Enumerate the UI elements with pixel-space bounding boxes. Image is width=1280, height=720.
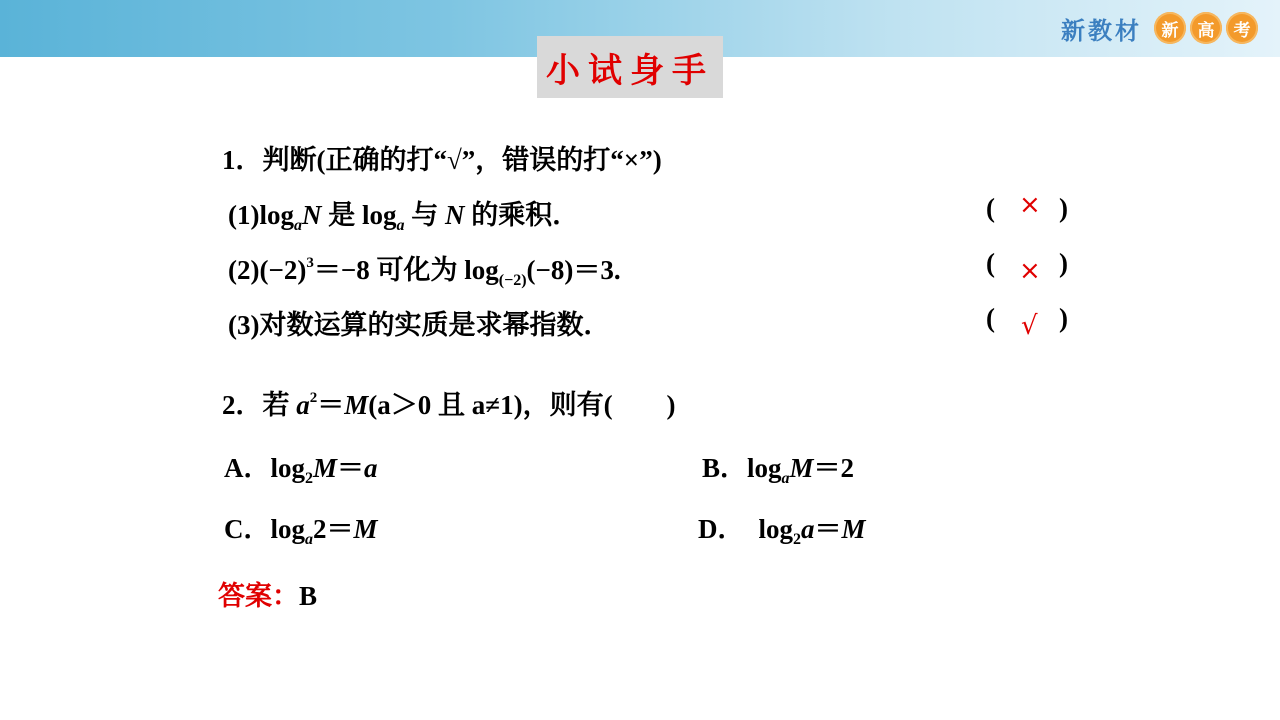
q1-prompt: 1．判断(正确的打“√”，错误的打“×”) (222, 145, 662, 175)
brand-circle-xin: 新 (1154, 12, 1186, 44)
q1-item-3-paren-close: ) (1059, 303, 1068, 333)
q1-item-2-paren-close: ) (1059, 248, 1068, 278)
q2-option-c: C．$\log_a2=M$ (224, 514, 378, 548)
q1-item-1-mark: × (1019, 190, 1041, 220)
section-title-box (537, 36, 723, 98)
q1-item-3-mark: √ (1021, 311, 1038, 341)
q1-item-3-paren-open: ( (986, 303, 995, 333)
q1-item-2: $(2)(-2)^3=-8$ 可化为 $\log_{(-2)}(-8)=3$. (228, 255, 621, 289)
q2-option-d: D． $\log_2a=M$ (698, 514, 866, 548)
q2-prompt: 2．若 $a^2=M(a>0$ 且 a≠1)，则有( ) (222, 390, 676, 420)
answer-value: B (299, 581, 318, 611)
q1-item-3: (3)对数运算的实质是求幂指数． (228, 310, 611, 340)
brand-text: 新教材 (1061, 16, 1142, 45)
brand-circle-kao: 考 (1226, 12, 1258, 44)
q1-item-1-paren-open: ( (986, 193, 995, 223)
q2-option-a: A．$\log_2M=a$ (224, 453, 378, 487)
answer (218, 574, 317, 613)
q1-item-2-paren-open: ( (986, 248, 995, 278)
q1-item-1: $(1)\log_aN$ 是 $\log_a$ 与 N 的乘积． (228, 200, 580, 234)
section-title: 小试身手 (546, 50, 714, 91)
brand-logo (1061, 10, 1258, 46)
answer-label: 答案： (218, 581, 299, 611)
q2-option-b: B．$\log_aM=2$ (702, 453, 855, 487)
brand-circle-gao: 高 (1190, 12, 1222, 44)
q1-item-1-paren-close: ) (1059, 193, 1068, 223)
q1-item-2-mark: × (1019, 256, 1041, 286)
